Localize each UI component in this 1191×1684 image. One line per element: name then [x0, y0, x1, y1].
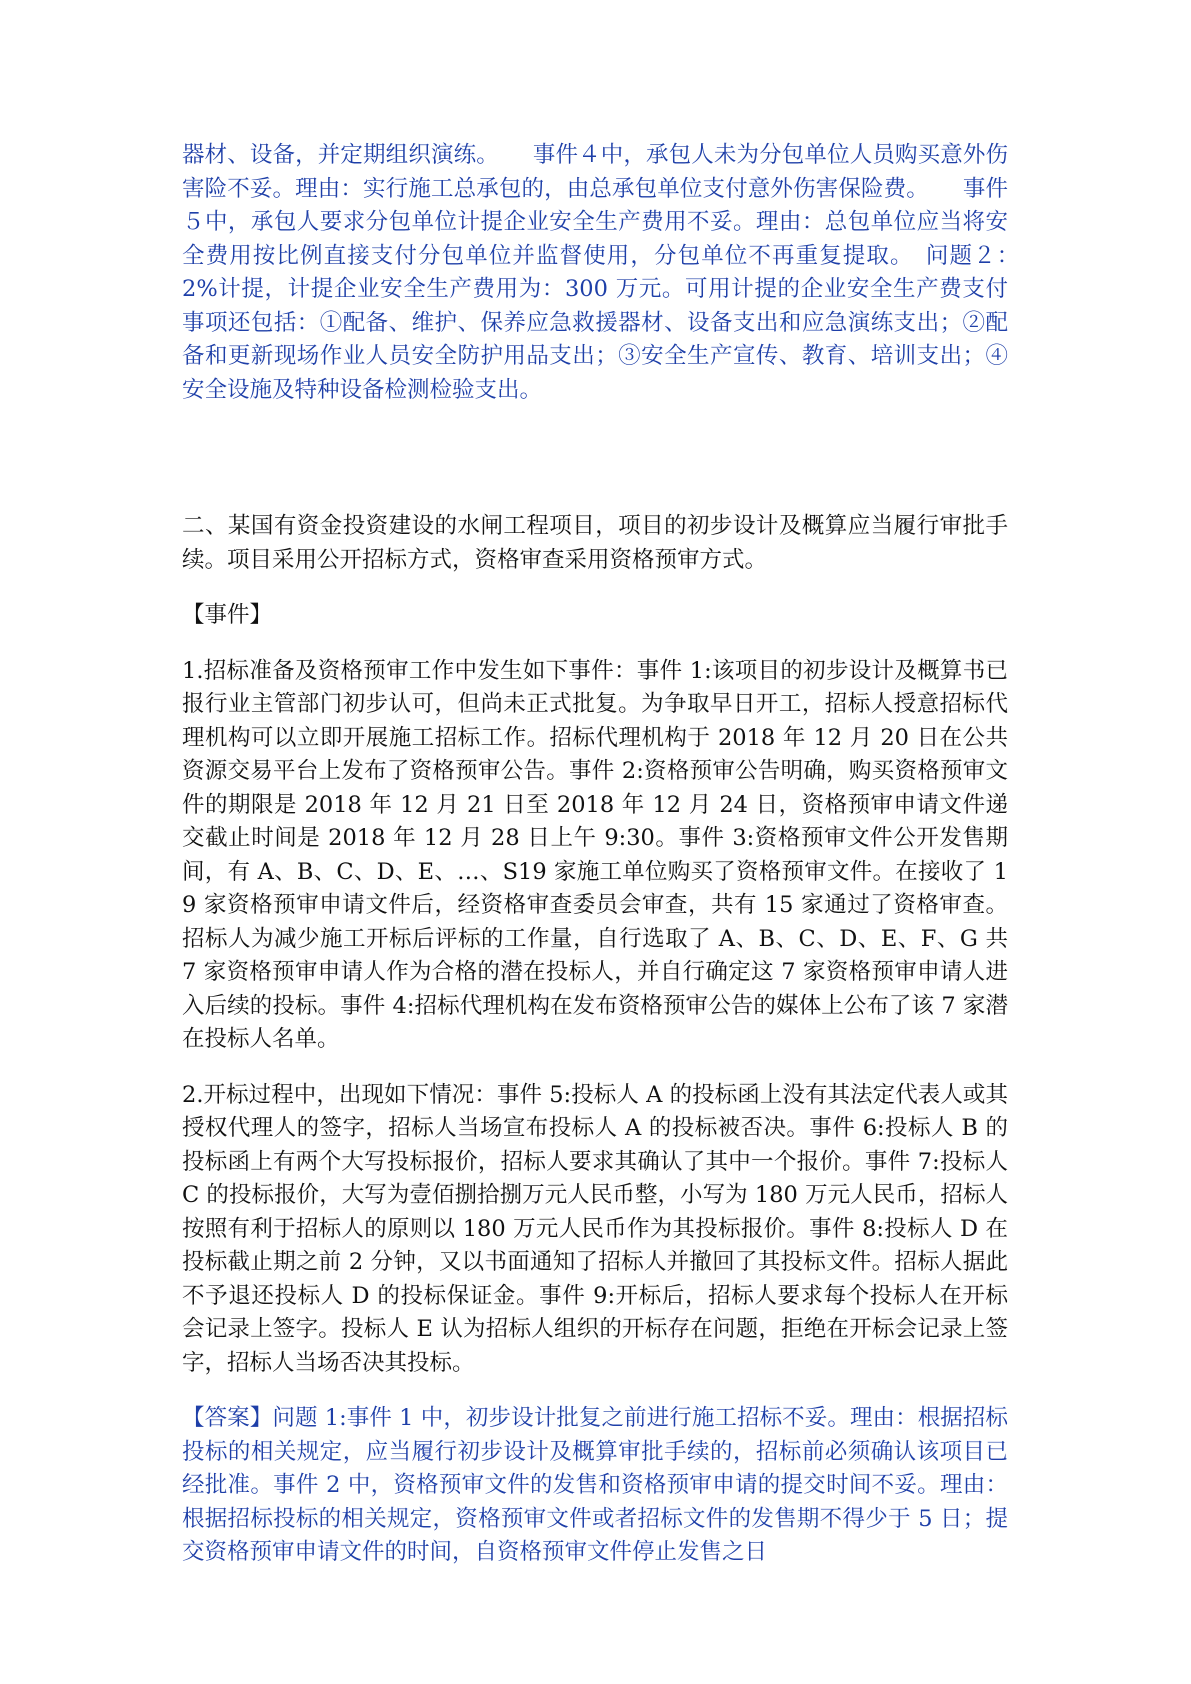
text-column: [182, 139, 1054, 1570]
section-spacer: [182, 407, 1008, 510]
answer-continuation-paragraph: 器材、设备，并定期组织演练。 事件４中，承包人未为分包单位人员购买意外伤害险不妥。理由：实行施工总承包的，由总承包单位支付意外伤害保险费。 事件５中，承包人要求分包单位计提企业安全生产费用不妥。理由：总包单位应当将安全费用按比例直接支付分包单位并监督使用，分包单位不再重复提取。 问题２： 2%计提，计提企业安全生产费用为：300 万元。可用计提的企业安全生产费支付事项还包括：①配备、维护、保养应急救援器材、设备支出和应急演练支出；②配备和更新现场作业人员安全防护用品支出；③安全生产宣传、教育、培训支出；④安全设施及特种设备检测检验支出。: [182, 142, 1054, 403]
events-heading: 【事件】: [182, 602, 273, 628]
event-item-2-paragraph: 2.开标过程中，出现如下情况：事件 5:投标人 A 的投标函上没有其法定代表人或其授权代理人的签字，招标人当场宣布投标人 A 的投标被否决。事件 6:投标人 B 的投标函上有两个大写投标报价，招标人要求其确认了其中一个报价。事件 7:投标人 C 的投标报价，大写为壹佰捌拾捌万元人民币整，小写为 180 万元人民币，招标人按照有利于招标人的原则以 180 万元人民币作为其投标报价。事件 8:投标人 D 在投标截止期之前 2 分钟，又以书面通知了招标人并撤回了其投标文件。招标人据此不予退还投标人 D 的投标保证金。事件 9:开标后，招标人要求每个投标人在开标会记录上签字。投标人 E 认为招标人组织的开标存在问题，拒绝在开标会记录上签字，招标人当场否决其投标。: [182, 1081, 1008, 1376]
question2-intro-paragraph: 二、某国有资金投资建设的水闸工程项目，项目的初步设计及概算应当履行审批手续。项目采用公开招标方式，资格审查采用资格预审方式。: [182, 513, 1008, 573]
paragraph-spacer: [182, 633, 1008, 655]
paragraph-spacer: [182, 1057, 1008, 1079]
answer2-text: 问题 1:事件 1 中，初步设计批复之前进行施工招标不妥。理由：根据招标投标的相关规定，应当履行初步设计及概算审批手续的，招标前必须确认该项目已经批准。事件 2 中，资格预审文件的发售和资格预审申请的提交时间不妥。理由：根据招标投标的相关规定，资格预审文件或者招标文件的发售期不得少于 5 日；提交资格预审申请文件的时间，自资格预审文件停止发售之日: [182, 1405, 1008, 1565]
event-item-1-paragraph: 1.招标准备及资格预审工作中发生如下事件：事件 1:该项目的初步设计及概算书已报行业主管部门初步认可，但尚未正式批复。为争取早日开工，招标人授意招标代理机构可以立即开展施工招标工作。招标代理机构于 2018 年 12 月 20 日在公共资源交易平台上发布了资格预审公告。事件 2:资格预审公告明确，购买资格预审文件的期限是 2018 年 12 月 21 日至 2018 年 12 月 24 日，资格预审申请文件递交截止时间是 2018 年 12 月 28 日上午 9:30。事件 3:资格预审文件公开发售期间，有 A、B、C、D、E、…、S19 家施工单位购买了资格预审文件。在接收了 19 家资格预审申请文件后，经资格审查委员会审查，共有 15 家通过了资格审查。招标人为减少施工开标后评标的工作量，自行选取了 A、B、C、D、E、F、G 共 7 家资格预审申请人作为合格的潜在投标人，并自行确定这 7 家资格预审申请人进入后续的投标。事件 4:招标代理机构在发布资格预审公告的媒体上公布了该 7 家潜在投标人名单。: [182, 657, 1008, 1052]
answer2-paragraph: [182, 1402, 1008, 1570]
paragraph-spacer: [182, 577, 1008, 599]
answer-tag-label: 【答案】: [182, 1405, 273, 1431]
paragraph-spacer: [182, 1380, 1008, 1402]
